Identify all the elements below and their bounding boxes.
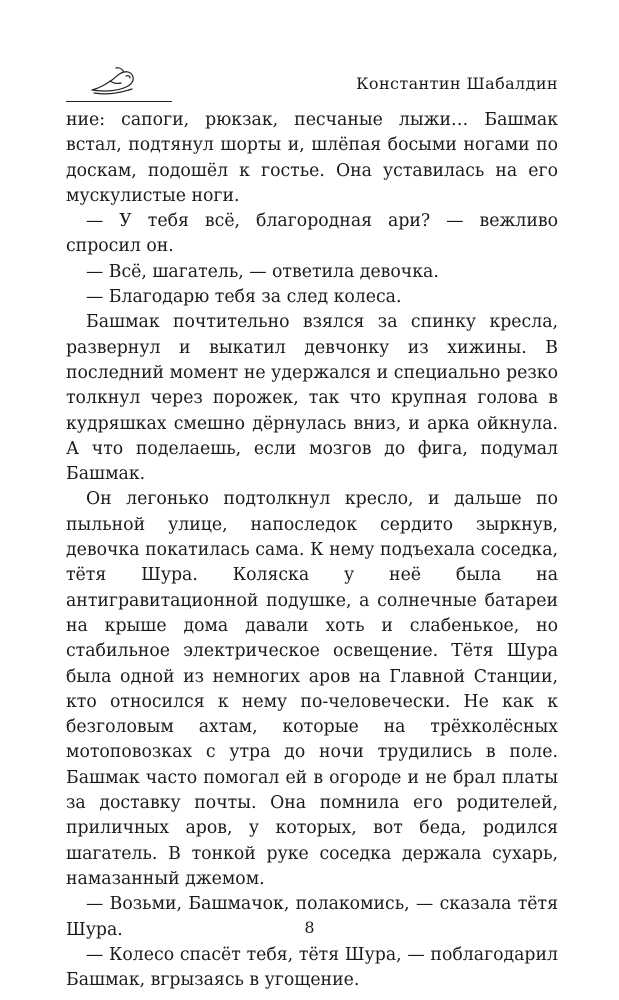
paragraph: Он легонько подтолкнул кресло, и дальше по пыльной улице, напоследок сердито зыркнув, девочка покатилась сама. К нему подъехала соседка, тётя Шура. Коляска у неё была на антигравитационной подушке, а солнечные батареи на крыше дома давали хоть и слабенькое, но стабильное электрическое освещение. Тётя Шура была одной из немногих аров на Главной Станции, кто относился к нему по-человечески. Не как к безголовым ахтам, которые на трёхколёсных мотоповозках с утра до ночи трудились в поле. Башмак часто помогал ей в огороде и не брал платы за доставку почты. Она помнила его родителей, приличных аров, у которых, вот беда, родился шагатель. В тонкой руке соседка держала сухарь, намазанный джемом. — [66, 489, 558, 889]
author-name: Константин Шабалдин — [356, 74, 558, 93]
page-number: 8 — [304, 918, 315, 937]
body-text — [66, 108, 558, 993]
paragraph: — Возьми, Башмачок, полакомись, — сказала тётя Шура. — [66, 894, 558, 940]
header-rule — [66, 101, 172, 102]
paragraph: — Колесо спасёт тебя, тётя Шура, — поблагодарил Башмак, вгрызаясь в угощение. — [66, 944, 558, 991]
paragraph: — Всё, шагатель, — ответила девочка. — [86, 261, 439, 282]
paragraph: ние: сапоги, рюкзак, песчаные лыжи… Башмак встал, подтянул шорты и, шлёпая босыми ногами по доскам, подошёл к гостье. Она уставилась на его мускулистые ноги. — [66, 110, 558, 206]
paragraph: — У тебя всё, благородная ари? — вежливо спросил он. — [66, 211, 558, 257]
page-header — [66, 64, 558, 104]
paragraph: — Благодарю тебя за след колеса. — [86, 287, 402, 308]
paragraph: Башмак почтительно взялся за спинку кресла, развернул и выкатил девчонку из хижины. В последний момент не удержался и специально резко толкнул через порожек, так что крупная голова в кудряшках смешно дёрнулась вниз, и арка ойкнула. А что поделаешь, если мозгов до фига, подумал Башмак. — [66, 312, 558, 485]
shoe-icon — [86, 64, 146, 96]
